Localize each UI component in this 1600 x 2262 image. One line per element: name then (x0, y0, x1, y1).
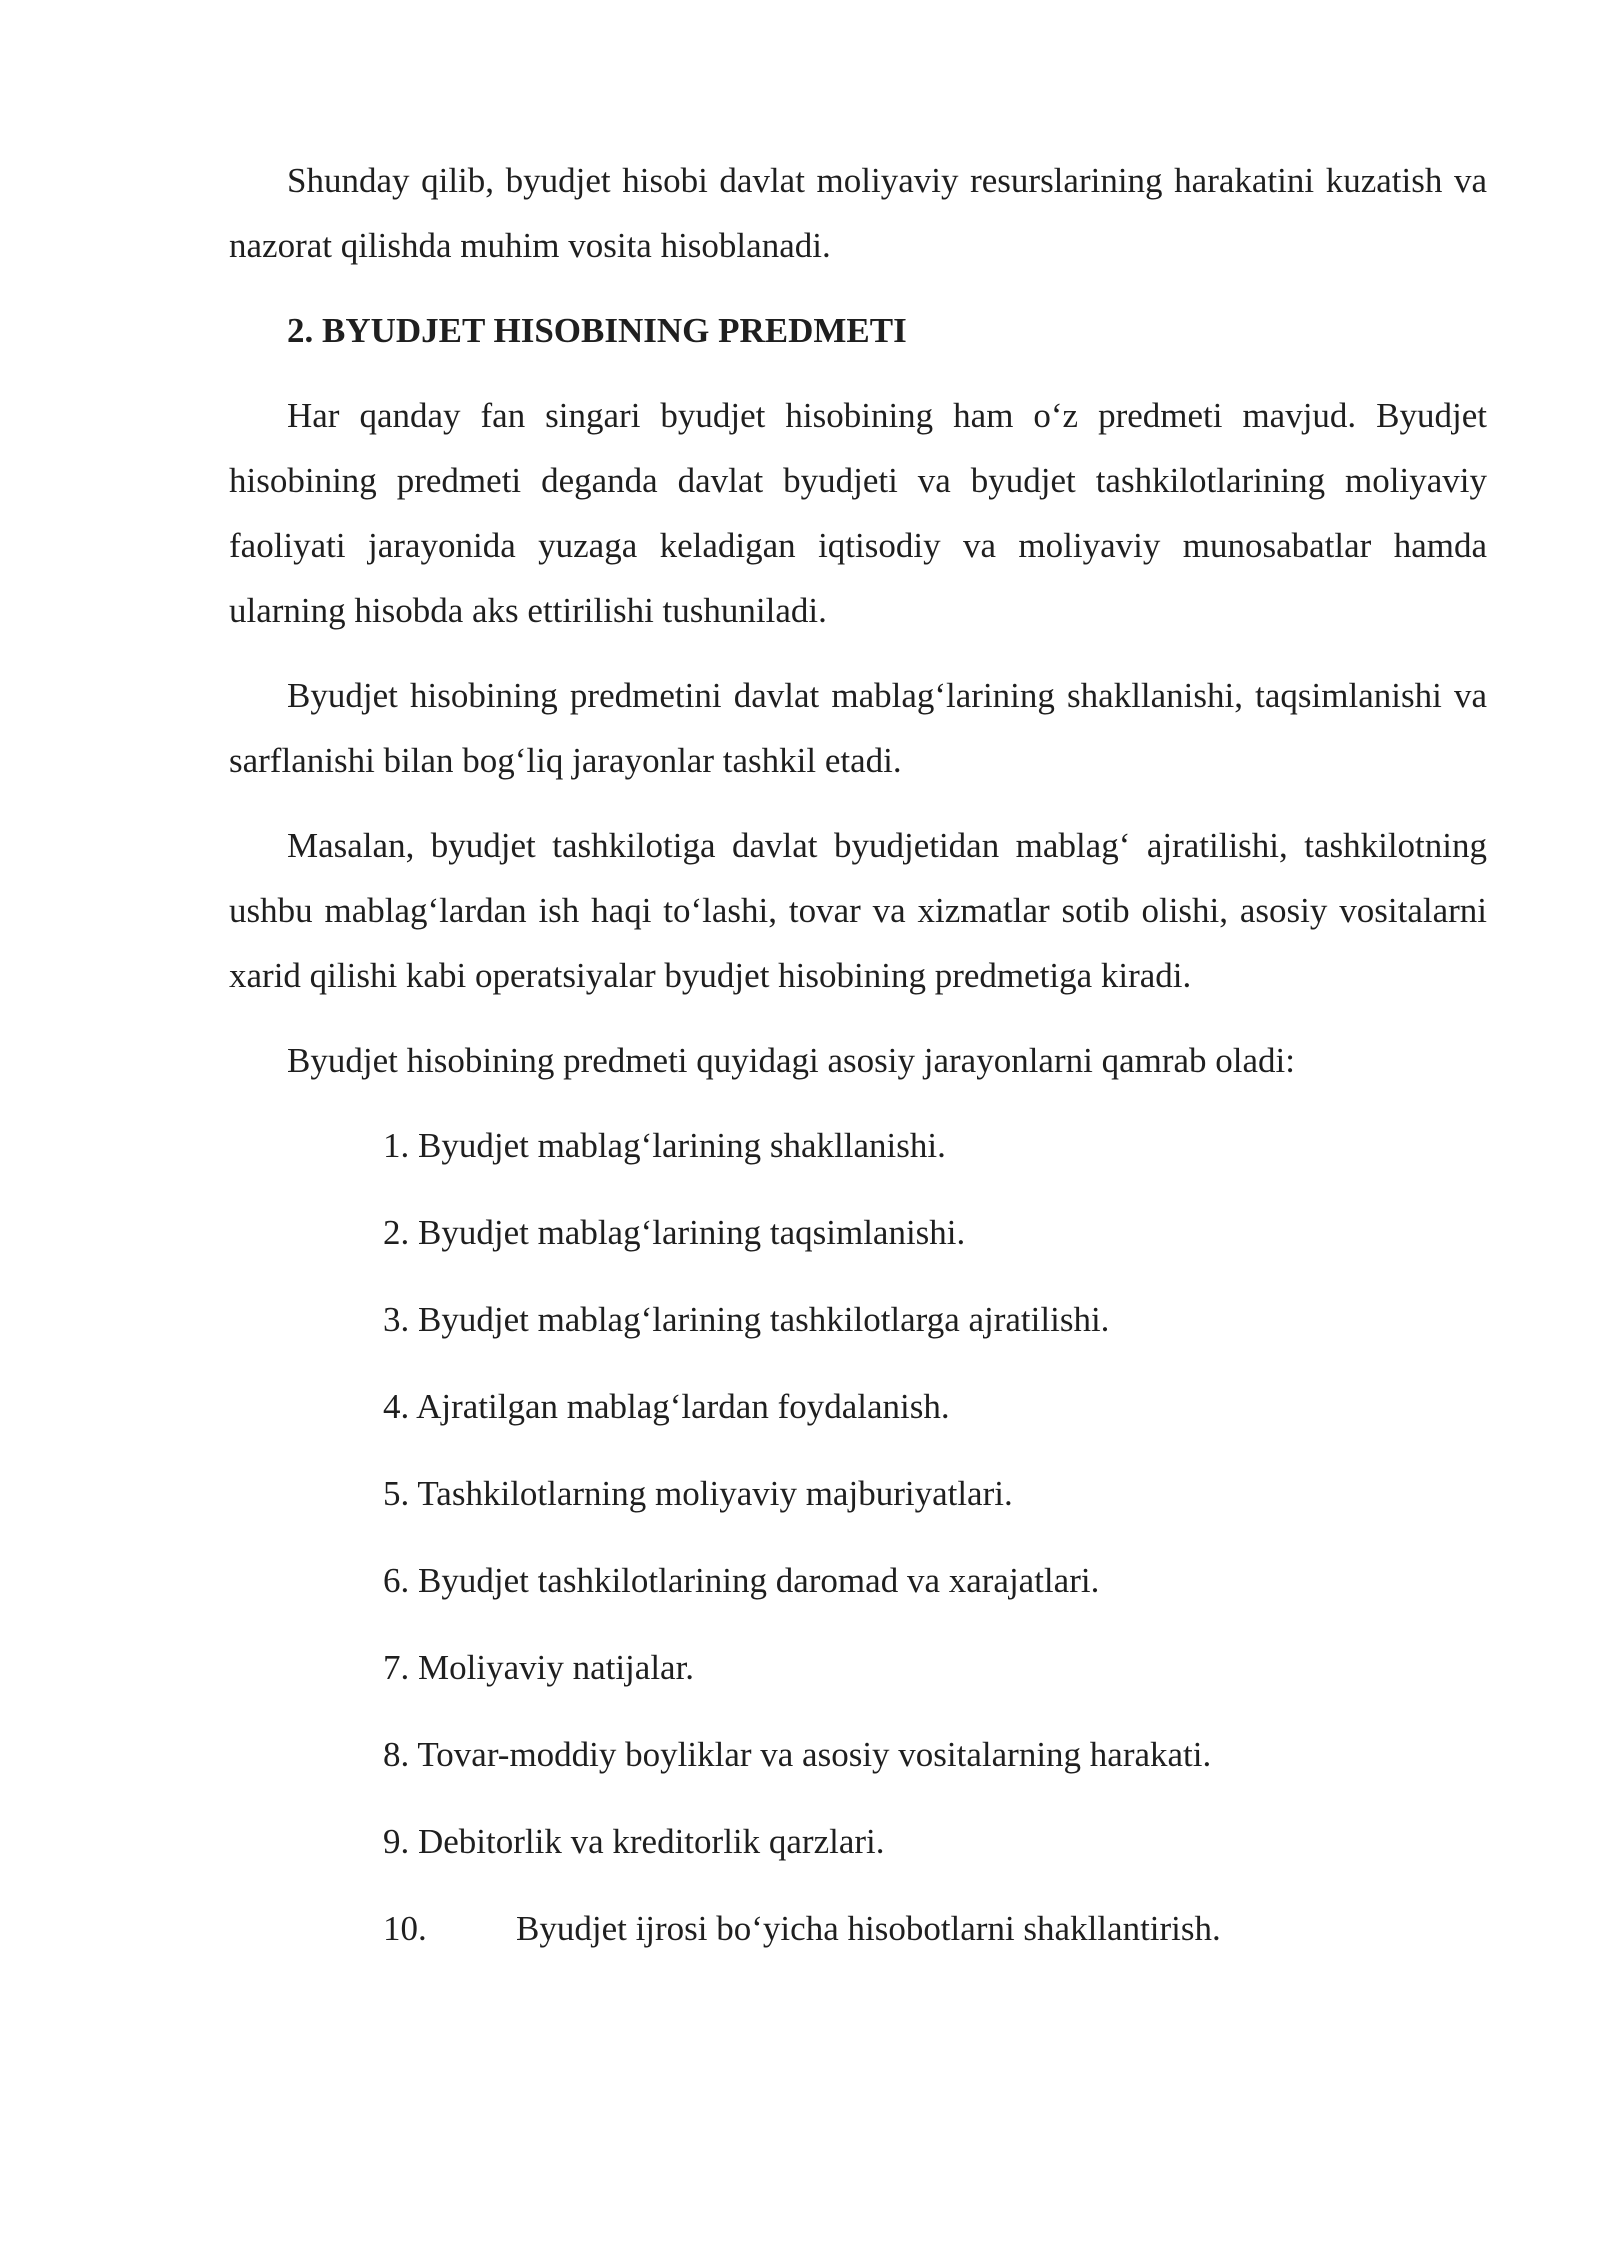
list-intro-paragraph: Byudjet hisobining predmeti quyidagi asosiy jarayonlarni qamrab oladi: (287, 1041, 1295, 1080)
body-paragraph: Masalan, byudjet tashkilotiga davlat byudjetidan mablag‘ ajratilishi, tashkilotning ushbu mablag‘lardan ish haqi to‘lashi, tovar va xizmatlar sotib olishi, asosiy vositalarni xarid qilishi kabi operatsiyalar byudjet hisobining predmetiga kiradi. (229, 826, 1487, 995)
list-item-number: 4. (383, 1387, 410, 1426)
list-item (229, 1374, 1487, 1439)
list-item (229, 1809, 1487, 1874)
process-list (229, 1113, 1487, 1961)
list-item (229, 1896, 1487, 1961)
list-item-number: 2. (383, 1213, 410, 1252)
body-paragraph: Har qanday fan singari byudjet hisobining ham o‘z predmeti mavjud. Byudjet hisobining predmeti deganda davlat byudjeti va byudjet tashkilotlarining moliyaviy faoliyati jarayonida yuzaga keladigan iqtisodiy va moliyaviy munosabatlar hamda ularning hisobda aks ettirilishi tushuniladi. (229, 396, 1487, 630)
list-item (229, 1461, 1487, 1526)
list-item-text: Debitorlik va kreditorlik qarzlari. (418, 1822, 885, 1861)
list-item-text: Byudjet mablag‘larining taqsimlanishi. (418, 1213, 966, 1252)
list-item (229, 1722, 1487, 1787)
list-item-text: Byudjet ijrosi bo‘yicha hisobotlarni shakllantirish. (516, 1909, 1221, 1948)
list-item (229, 1113, 1487, 1178)
list-item-text: Ajratilgan mablag‘lardan foydalanish. (416, 1387, 950, 1426)
list-item-number: 5. (383, 1474, 410, 1513)
list-item-number: 7. (383, 1648, 410, 1687)
list-item-number: 3. (383, 1300, 410, 1339)
list-item-text: Byudjet tashkilotlarining daromad va xarajatlari. (418, 1561, 1100, 1600)
section-heading: 2. BYUDJET HISOBINING PREDMETI (287, 311, 907, 350)
list-item (229, 1635, 1487, 1700)
list-item-number: 10. (383, 1909, 427, 1948)
list-item-text: Tovar-moddiy boyliklar va asosiy vositalarning harakati. (417, 1735, 1212, 1774)
document-body (229, 148, 1487, 1983)
list-item-number: 8. (383, 1735, 410, 1774)
list-item-text: Byudjet mablag‘larining tashkilotlarga ajratilishi. (418, 1300, 1110, 1339)
list-item-number: 9. (383, 1822, 410, 1861)
list-item-text: Byudjet mablag‘larining shakllanishi. (418, 1126, 946, 1165)
list-item-text: Moliyaviy natijalar. (418, 1648, 695, 1687)
list-item (229, 1200, 1487, 1265)
list-item (229, 1548, 1487, 1613)
list-item (229, 1287, 1487, 1352)
body-paragraph: Byudjet hisobining predmetini davlat mablag‘larining shakllanishi, taqsimlanishi va sarflanishi bilan bog‘liq jarayonlar tashkil etadi. (229, 676, 1487, 780)
list-item-number: 6. (383, 1561, 410, 1600)
intro-paragraph: Shunday qilib, byudjet hisobi davlat moliyaviy resurslarining harakatini kuzatish va nazorat qilishda muhim vosita hisoblanadi. (229, 161, 1487, 265)
list-item-number: 1. (383, 1126, 410, 1165)
list-item-text: Tashkilotlarning moliyaviy majburiyatlari. (417, 1474, 1013, 1513)
